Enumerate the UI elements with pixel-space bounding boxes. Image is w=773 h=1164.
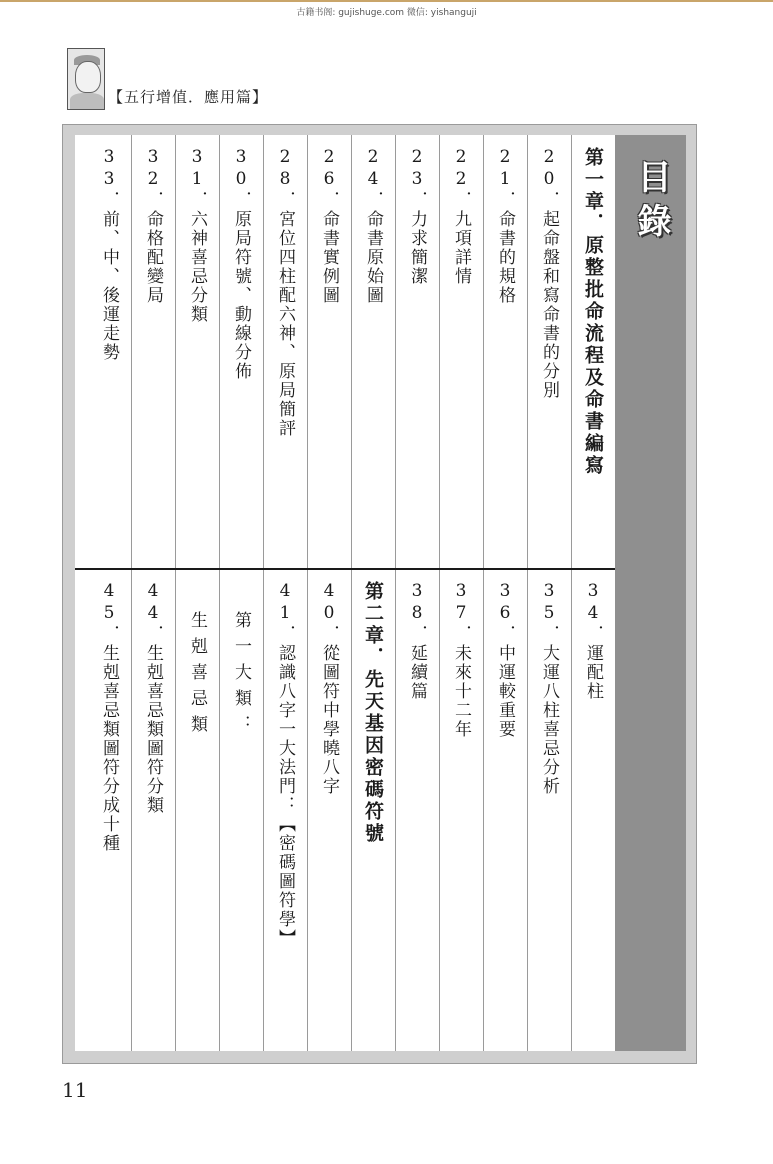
toc-entry[interactable]: 24．命書原始圖 bbox=[363, 147, 383, 305]
toc-entry[interactable]: 20．起命盤和寫命書的分別 bbox=[539, 147, 559, 400]
toc-entry[interactable]: 32．命格配變局 bbox=[143, 147, 163, 305]
toc-category: 第一大類： bbox=[231, 611, 251, 741]
toc-entry[interactable]: 30．原局符號、動線分佈 bbox=[231, 147, 251, 381]
toc-chapter-heading[interactable]: 第二章．先天基因密碼符號 bbox=[362, 581, 384, 845]
toc-entry[interactable]: 26．命書實例圖 bbox=[319, 147, 339, 305]
toc-entry[interactable]: 35．大運八柱喜忌分析 bbox=[539, 581, 559, 796]
toc-content bbox=[75, 135, 615, 1051]
toc-entry[interactable]: 38．延續篇 bbox=[407, 581, 427, 701]
page-number: 11 bbox=[62, 1078, 88, 1102]
row-divider bbox=[75, 568, 615, 570]
running-header: 【五行增值．應用篇】 bbox=[108, 88, 269, 106]
toc-entry[interactable]: 31．六神喜忌分類 bbox=[187, 147, 207, 324]
toc-entry[interactable]: 33．前、中、後運走勢 bbox=[99, 147, 119, 362]
toc-entry[interactable]: 34．運配柱 bbox=[583, 581, 603, 701]
source-watermark: 古籍书阁: gujishuge.com 微信: yishanguji bbox=[296, 8, 477, 18]
toc-entry[interactable]: 28．宮位四柱配六神、原局簡評 bbox=[275, 147, 295, 438]
toc-entry[interactable]: 40．從圖符中學曉八字 bbox=[319, 581, 339, 796]
toc-entry[interactable]: 37．未來十二年 bbox=[451, 581, 471, 739]
toc-title-bar bbox=[615, 135, 686, 1051]
toc-title: 目錄 bbox=[631, 159, 671, 247]
toc-entry[interactable]: 44．生剋喜忌類圖符分類 bbox=[143, 581, 163, 815]
toc-entry[interactable]: 22．九項詳情 bbox=[451, 147, 471, 286]
toc-entry[interactable]: 41．認識八字一大法門：【密碼圖符學】 bbox=[275, 581, 295, 948]
toc-category: 生剋喜忌類 bbox=[187, 611, 207, 741]
toc-chapter-heading[interactable]: 第一章．原整批命流程及命書編寫 bbox=[582, 147, 604, 477]
toc-entry[interactable]: 21．命書的規格 bbox=[495, 147, 515, 305]
top-border-line bbox=[0, 0, 773, 2]
toc-entry[interactable]: 36．中運較重要 bbox=[495, 581, 515, 739]
toc-entry[interactable]: 45．生剋喜忌類圖符分成十種 bbox=[99, 581, 119, 853]
toc-entry[interactable]: 23．力求簡潔 bbox=[407, 147, 427, 286]
author-portrait-icon bbox=[67, 48, 105, 110]
